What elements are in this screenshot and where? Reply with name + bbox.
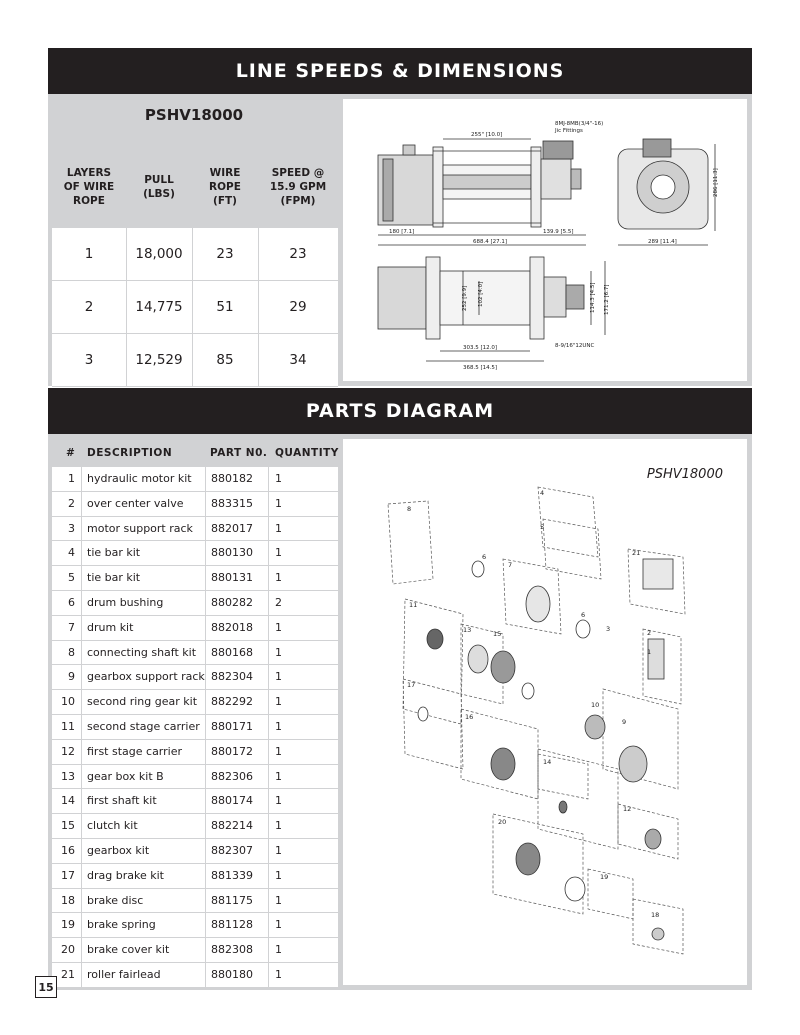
table-row (52, 467, 338, 492)
speed-table-cell: 1 (52, 228, 127, 280)
part-number-index: 15 (52, 814, 82, 838)
part-number-index: 5 (52, 566, 82, 590)
col-header-speed: SPEED @ 15.9 GPM (FPM) (269, 167, 327, 207)
table-row (52, 839, 338, 864)
col-header-part-no: PART N0. (210, 447, 268, 459)
table-row (52, 913, 338, 938)
part-number-index: 16 (52, 839, 82, 863)
table-row (52, 740, 338, 765)
part-number: 881339 (206, 864, 269, 888)
line-speeds-section (48, 94, 752, 386)
part-quantity: 1 (275, 868, 282, 882)
winch-dimension-svg (343, 99, 747, 381)
part-number-index: 17 (52, 864, 82, 888)
part-quantity: 1 (275, 546, 282, 560)
speed-table-row (52, 334, 338, 387)
part-description: brake disc (82, 889, 206, 913)
part-number-index: 6 (52, 591, 82, 615)
table-row (52, 789, 338, 814)
part-description: gearbox support rack (82, 665, 206, 689)
part-number: 882292 (206, 690, 269, 714)
part-description: gear box kit B (82, 765, 206, 789)
part-description: motor support rack (82, 517, 206, 541)
svg-text:289 [11.4]: 289 [11.4] (648, 239, 677, 245)
speed-table-cell: 85 (192, 334, 259, 386)
part-quantity: 1 (275, 496, 282, 510)
part-number: 881175 (206, 889, 269, 913)
svg-text:114.3 [4.5]: 114.3 [4.5] (590, 282, 596, 313)
dimension-drawing (343, 99, 747, 381)
svg-text:5: 5 (540, 523, 545, 531)
speed-table-cell: 29 (289, 299, 307, 315)
svg-text:9: 9 (622, 718, 627, 726)
speed-table-cell: 12,529 (126, 334, 193, 386)
part-quantity: 1 (275, 695, 282, 709)
part-number-index: 20 (52, 938, 82, 962)
svg-text:10: 10 (591, 701, 600, 709)
speed-table-cell: 3 (52, 334, 127, 386)
table-row (52, 889, 338, 914)
svg-text:12: 12 (623, 805, 632, 813)
table-row (52, 591, 338, 616)
part-number-index: 2 (52, 492, 82, 516)
speed-table-cell: 18,000 (126, 228, 193, 280)
svg-text:368.5 [14.5]: 368.5 [14.5] (463, 365, 498, 371)
table-row (52, 665, 338, 690)
line-speeds-heading: LINE SPEEDS & DIMENSIONS (48, 48, 752, 94)
exploded-view-svg (343, 439, 747, 985)
speed-table-cell: 34 (289, 352, 307, 368)
svg-text:255" [10.0]: 255" [10.0] (471, 132, 503, 138)
svg-text:15: 15 (493, 630, 502, 638)
table-row (52, 541, 338, 566)
part-quantity: 1 (275, 843, 282, 857)
part-quantity: 1 (275, 918, 282, 932)
table-row (52, 864, 338, 889)
table-row (52, 715, 338, 740)
part-number-index: 11 (52, 715, 82, 739)
part-number: 882306 (206, 765, 269, 789)
part-description: over center valve (82, 492, 206, 516)
col-header-number: # (66, 447, 76, 459)
svg-text:8MJ-8MB(3/4"-16): 8MJ-8MB(3/4"-16) (555, 121, 604, 127)
part-quantity: 2 (275, 595, 282, 609)
part-number: 882214 (206, 814, 269, 838)
part-number: 880171 (206, 715, 269, 739)
part-description: first shaft kit (82, 789, 206, 813)
table-row (52, 690, 338, 715)
parts-diagram-heading: PARTS DIAGRAM (48, 388, 752, 434)
part-description: tie bar kit (82, 566, 206, 590)
part-number-index: 14 (52, 789, 82, 813)
model-title: PSHV18000 (144, 106, 244, 124)
svg-text:21: 21 (632, 549, 641, 557)
part-quantity: 1 (275, 571, 282, 585)
part-number: 881128 (206, 913, 269, 937)
svg-text:102 [4.0]: 102 [4.0] (478, 281, 484, 307)
part-description: hydraulic motor kit (82, 467, 206, 491)
part-quantity: 1 (275, 819, 282, 833)
part-number: 882308 (206, 938, 269, 962)
svg-text:252 [9.9]: 252 [9.9] (462, 285, 468, 311)
speed-table-cell: 23 (289, 246, 307, 262)
svg-text:16: 16 (465, 713, 474, 721)
part-number-index: 13 (52, 765, 82, 789)
part-number-index: 3 (52, 517, 82, 541)
svg-text:14: 14 (543, 758, 552, 766)
part-number-index: 4 (52, 541, 82, 565)
svg-text:171.2 [6.7]: 171.2 [6.7] (604, 284, 610, 315)
part-quantity: 1 (275, 769, 282, 783)
part-quantity: 1 (275, 620, 282, 634)
svg-text:139.9 [5.5]: 139.9 [5.5] (543, 229, 574, 235)
svg-text:7: 7 (508, 561, 513, 569)
speed-table-cell: 51 (192, 281, 259, 333)
part-number-index: 7 (52, 616, 82, 640)
part-number: 880131 (206, 566, 269, 590)
part-quantity: 1 (275, 943, 282, 957)
part-number: 882304 (206, 665, 269, 689)
part-quantity: 1 (275, 472, 282, 485)
part-number: 880180 (206, 963, 269, 987)
part-description: clutch kit (82, 814, 206, 838)
part-quantity: 1 (275, 744, 282, 758)
diagram-model-label: PSHV18000 (646, 467, 723, 482)
svg-text:19: 19 (600, 873, 609, 881)
parts-section (48, 434, 752, 990)
table-row (52, 641, 338, 666)
exploded-parts-diagram (343, 439, 747, 985)
part-number: 882018 (206, 616, 269, 640)
svg-text:17: 17 (407, 681, 416, 689)
part-number: 880130 (206, 541, 269, 565)
part-description: first stage carrier (82, 740, 206, 764)
part-description: brake cover kit (82, 938, 206, 962)
part-description: second stage carrier (82, 715, 206, 739)
part-number-index: 1 (52, 467, 82, 491)
table-row (52, 616, 338, 641)
speed-table-row (52, 281, 338, 334)
table-row (52, 765, 338, 790)
part-description: drum kit (82, 616, 206, 640)
parts-table-header (52, 440, 340, 466)
parts-table-body (52, 467, 338, 988)
table-row (52, 814, 338, 839)
svg-text:11: 11 (409, 601, 418, 609)
speed-table-body (52, 228, 338, 387)
page-number: 15 (35, 976, 57, 998)
part-quantity: 1 (275, 670, 282, 684)
part-number-index: 12 (52, 740, 82, 764)
part-description: roller fairlead (82, 963, 206, 987)
svg-text:20: 20 (498, 818, 507, 826)
svg-text:Jic Fittings: Jic Fittings (555, 128, 583, 134)
table-row (52, 938, 338, 963)
col-header-description: DESCRIPTION (87, 447, 173, 459)
svg-text:6: 6 (581, 611, 586, 619)
table-row (52, 963, 338, 988)
part-number-index: 18 (52, 889, 82, 913)
table-row (52, 566, 338, 591)
part-description: drag brake kit (82, 864, 206, 888)
speed-table-cell: 23 (192, 228, 259, 280)
part-number: 880182 (206, 467, 269, 491)
svg-text:303.5 [12.0]: 303.5 [12.0] (463, 345, 498, 351)
part-quantity: 1 (275, 893, 282, 907)
part-description: brake spring (82, 913, 206, 937)
part-description: second ring gear kit (82, 690, 206, 714)
part-quantity: 1 (275, 521, 282, 535)
part-number: 880168 (206, 641, 269, 665)
svg-text:688.4 [27.1]: 688.4 [27.1] (473, 239, 508, 245)
svg-text:13: 13 (463, 626, 472, 634)
part-number: 880174 (206, 789, 269, 813)
part-quantity: 1 (275, 794, 282, 808)
svg-text:6: 6 (482, 553, 487, 561)
svg-text:18: 18 (651, 911, 660, 919)
svg-text:2: 2 (647, 629, 652, 637)
col-header-layers: LAYERS OF WIRE ROPE (63, 167, 115, 207)
part-quantity: 1 (275, 645, 282, 659)
svg-text:4: 4 (540, 489, 545, 497)
part-number: 880282 (206, 591, 269, 615)
col-header-quantity: QUANTITY (275, 447, 339, 459)
part-description: connecting shaft kit (82, 641, 206, 665)
part-quantity: 1 (275, 967, 282, 981)
part-number-index: 9 (52, 665, 82, 689)
part-description: gearbox kit (82, 839, 206, 863)
part-number: 880172 (206, 740, 269, 764)
speed-table-row (52, 228, 338, 281)
part-number-index: 8 (52, 641, 82, 665)
part-description: tie bar kit (82, 541, 206, 565)
table-row (52, 517, 338, 542)
part-number-index: 21 (52, 963, 82, 987)
speed-table-cell: 2 (52, 281, 127, 333)
svg-text:8: 8 (407, 505, 412, 513)
part-number-index: 19 (52, 913, 82, 937)
part-number: 883315 (206, 492, 269, 516)
table-row (52, 492, 338, 517)
part-description: drum bushing (82, 591, 206, 615)
svg-text:8-9/16"12UNC: 8-9/16"12UNC (555, 343, 595, 349)
svg-text:286 [11.3]: 286 [11.3] (713, 168, 719, 197)
col-header-pull: PULL (LBS) (143, 174, 175, 200)
svg-text:180 [7.1]: 180 [7.1] (389, 229, 415, 235)
speed-table-cell: 14,775 (126, 281, 193, 333)
svg-text:3: 3 (606, 625, 611, 633)
part-number-index: 10 (52, 690, 82, 714)
part-number: 882017 (206, 517, 269, 541)
col-header-wire-rope: WIRE ROPE (FT) (209, 167, 241, 207)
part-quantity: 1 (275, 719, 282, 733)
svg-text:1: 1 (647, 648, 652, 656)
part-number: 882307 (206, 839, 269, 863)
